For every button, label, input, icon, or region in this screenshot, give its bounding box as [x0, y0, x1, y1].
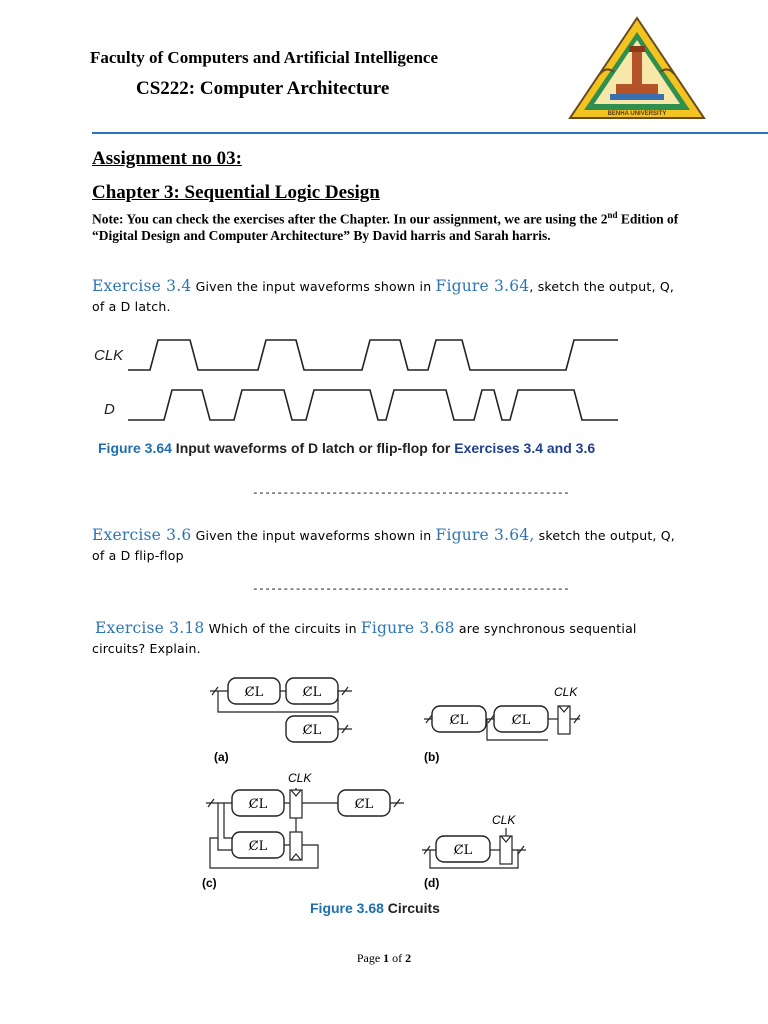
subfigure-label-b: (b): [424, 750, 440, 764]
exercise-3-6: [92, 525, 682, 566]
combinational-logic-symbol: C̸L: [354, 797, 374, 812]
logo-text: BENHA UNIVERSITY: [607, 111, 667, 117]
combinational-logic-symbol: C̸L: [511, 713, 531, 728]
page-number: 1: [383, 951, 390, 965]
combinational-logic-symbol: C̸L: [302, 723, 322, 738]
circuit-b: [424, 685, 580, 764]
exercise-text: Given the input waveforms shown in: [191, 279, 436, 294]
caption-text: Circuits: [383, 900, 440, 916]
clk-signal-label: CLK: [94, 347, 124, 364]
note-text-pre: Note: You can check the exercises after the Chapter. In our assignment, we are using the 2: [92, 211, 608, 227]
combinational-logic-symbol: C̸L: [248, 839, 268, 854]
combinational-logic-symbol: C̸L: [244, 685, 264, 700]
page-footer: [0, 951, 768, 966]
page-total: 2: [405, 951, 412, 965]
circuit-d: [422, 813, 526, 890]
header-rule: [92, 132, 768, 134]
note-text-post: Edition of “Digital Design and Computer Architecture” By David harris and Sarah harris.: [92, 211, 679, 243]
clk-label: CLK: [492, 813, 516, 827]
university-logo: [566, 14, 708, 126]
clk-label: CLK: [554, 685, 578, 699]
caption-text: Input waveforms of D latch or flip-flop for: [171, 440, 455, 456]
caption-link: Exercises 3.4 and 3.6: [454, 440, 596, 456]
figure-reference: Figure 3.64: [435, 277, 530, 295]
exercise-text: Which of the circuits in: [204, 621, 361, 636]
combinational-logic-symbol: C̸L: [449, 713, 469, 728]
assignment-note: [92, 207, 682, 244]
exercise-label: Exercise 3.6: [92, 526, 192, 544]
figure-3-64-waveforms: [90, 332, 630, 432]
chapter-title: Chapter 3: Sequential Logic Design: [92, 182, 380, 203]
circuit-c: [202, 771, 404, 890]
combinational-logic-symbol: C̸L: [248, 797, 268, 812]
d-signal-label: D: [104, 401, 115, 418]
figure-3-68-circuits: [196, 672, 578, 902]
figure-reference: Figure 3.68: [360, 619, 455, 637]
exercise-label: Exercise 3.4: [92, 277, 192, 295]
clk-label: CLK: [288, 771, 312, 785]
combinational-logic-symbol: C̸L: [453, 843, 473, 858]
exercise-3-18: [92, 618, 682, 659]
caption-number: Figure 3.64: [98, 440, 172, 456]
exercise-3-4: [92, 276, 682, 317]
combinational-logic-symbol: C̸L: [302, 685, 322, 700]
circuit-a: [210, 678, 352, 764]
figure-3-68-caption: [310, 900, 440, 916]
exercise-text: are synchronous sequential circuits? Explain.: [92, 621, 637, 656]
figure-reference: Figure 3.64,: [435, 526, 535, 544]
course-title: CS222: Computer Architecture: [136, 78, 390, 99]
of-word: of: [389, 951, 406, 965]
figure-3-64-caption: [98, 440, 595, 456]
faculty-title: Faculty of Computers and Artificial Intelligence: [90, 48, 438, 67]
separator-line: ----------------------------------------------------: [252, 584, 570, 596]
exercise-label: Exercise 3.18: [95, 619, 205, 637]
subfigure-label-d: (d): [424, 876, 440, 890]
caption-number: Figure 3.68: [310, 900, 384, 916]
exercise-text: , sketch the output, Q, of a D latch.: [92, 279, 675, 314]
subfigure-label-a: (a): [214, 750, 229, 764]
clk-waveform: [128, 340, 618, 370]
d-waveform: [128, 390, 618, 420]
assignment-title: Assignment no 03:: [92, 148, 242, 169]
subfigure-label-c: (c): [202, 876, 217, 890]
page-word: Page: [356, 951, 384, 965]
exercise-text: Given the input waveforms shown in: [191, 528, 436, 543]
exercise-text: sketch the output, Q, of a D flip-flop: [92, 528, 675, 563]
separator-line: ----------------------------------------------------: [252, 488, 570, 500]
note-superscript: nd: [607, 210, 618, 220]
